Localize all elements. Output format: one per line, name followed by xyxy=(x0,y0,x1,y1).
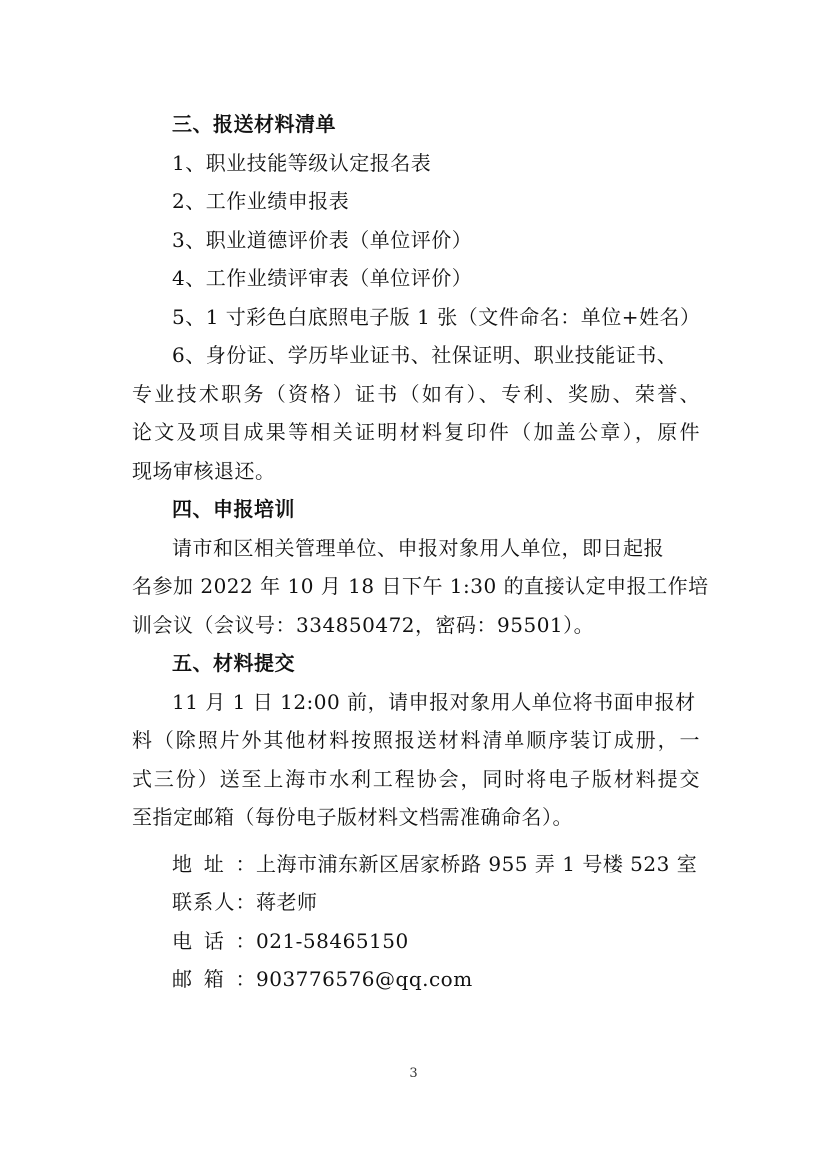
section3-item-1: 1、职业技能等级认定报名表 xyxy=(172,151,432,175)
section3-item-5: 5、1 寸彩色白底照电子版 1 张（文件命名：单位+姓名） xyxy=(172,305,701,329)
contact-email xyxy=(172,966,473,992)
section5-line-1: 11 月 1 日 12:00 前，请申报对象用人单位将书面申报材 xyxy=(172,690,696,714)
page-number: 3 xyxy=(409,1066,418,1081)
section3-item-6-line-3: 论文及项目成果等相关证明材料复印件（加盖公章），原件 xyxy=(132,420,700,444)
email-value: 903776576@qq.com xyxy=(256,967,473,991)
section3-item-4: 4、工作业绩评审表（单位评价） xyxy=(172,266,473,290)
phone-label: 电话： xyxy=(172,929,256,953)
section3-item-6-line-1: 6、身份证、学历毕业证书、社保证明、职业技能证书、 xyxy=(172,343,678,367)
section3-item-6-line-2: 专业技术职务（资格）证书（如有）、专利、奖励、荣誉、 xyxy=(132,382,700,406)
person-value: 蒋老师 xyxy=(256,890,318,914)
section5-heading: 五、材料提交 xyxy=(172,651,295,675)
email-label: 邮箱： xyxy=(172,967,256,991)
contact-address xyxy=(172,851,697,877)
contact-person xyxy=(172,889,318,915)
section4-line-1: 请市和区相关管理单位、申报对象用人单位，即日起报 xyxy=(172,536,664,560)
address-label: 地址： xyxy=(172,852,256,876)
section3-item-3: 3、职业道德评价表（单位评价） xyxy=(172,228,473,252)
section3-item-2: 2、工作业绩申报表 xyxy=(172,189,350,213)
address-value: 上海市浦东新区居家桥路 955 弄 1 号楼 523 室 xyxy=(256,852,698,876)
contact-phone xyxy=(172,928,409,954)
section5-line-3: 式三份）送至上海市水利工程协会，同时将电子版材料提交 xyxy=(132,767,700,791)
section4-line-3: 训会议（会议号：334850472，密码：95501）。 xyxy=(132,613,595,637)
section3-heading: 三、报送材料清单 xyxy=(172,112,336,136)
section4-heading: 四、申报培训 xyxy=(172,497,295,521)
phone-value: 021-58465150 xyxy=(256,929,409,953)
section4-line-2: 名参加 2022 年 10 月 18 日下午 1:30 的直接认定申报工作培 xyxy=(132,574,709,598)
section5-line-4: 至指定邮箱（每份电子版材料文档需准确命名）。 xyxy=(132,805,573,829)
section3-item-6-line-4: 现场审核退还。 xyxy=(132,459,276,483)
section5-line-2: 料（除照片外其他材料按照报送材料清单顺序装订成册，一 xyxy=(132,728,700,752)
person-label: 联系人： xyxy=(172,890,256,914)
